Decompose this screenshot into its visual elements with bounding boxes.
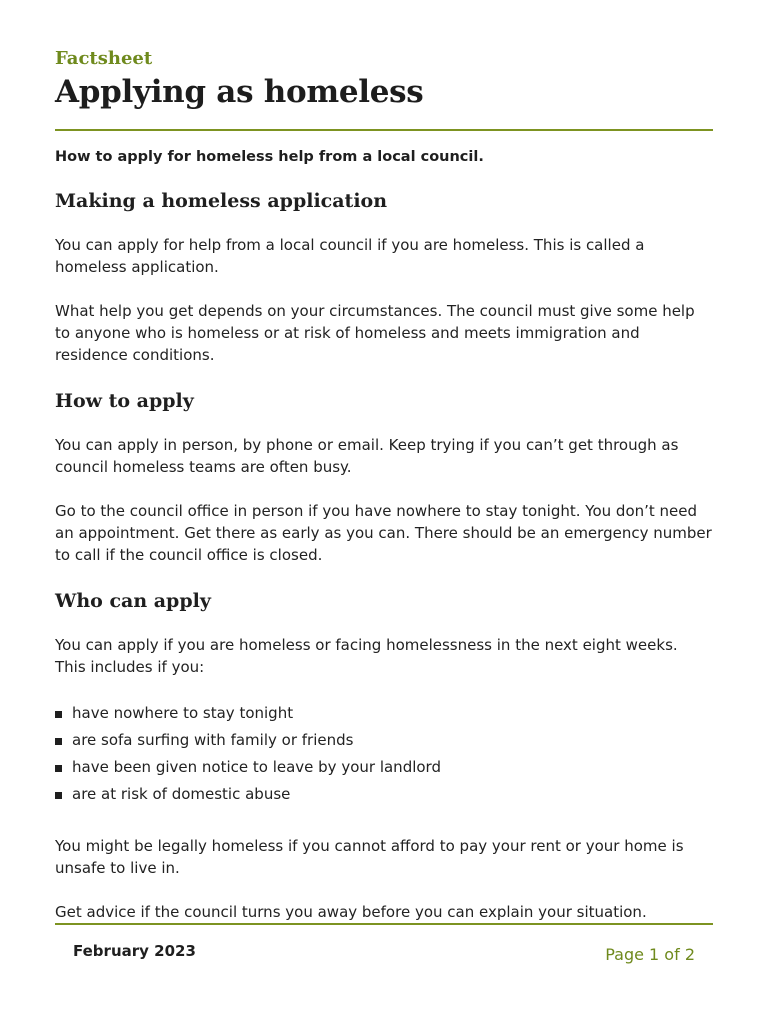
square-bullet-icon	[55, 711, 62, 718]
paragraph: Get advice if the council turns you away before you can explain your situation.	[55, 903, 647, 921]
section-heading: Who can apply	[55, 590, 211, 612]
section-heading: Making a homeless application	[55, 190, 388, 212]
document-type-label: Factsheet	[55, 48, 153, 69]
paragraph: You can apply for help from a local council if you are homeless. This is called a homeless application.	[55, 236, 645, 276]
list-item-text: have been given notice to leave by your landlord	[72, 758, 441, 776]
square-bullet-icon	[55, 738, 62, 745]
factsheet-page	[55, 0, 713, 1024]
header-divider	[55, 129, 713, 131]
list-item	[55, 781, 713, 808]
footer-divider	[55, 923, 713, 925]
main-content	[55, 146, 713, 945]
page-title: Applying as homeless	[55, 74, 424, 110]
paragraph: What help you get depends on your circumstances. The council must give some help to anyone who is homeless or at risk of homeless and meets immigration and residence conditions.	[55, 302, 695, 364]
section-heading: How to apply	[55, 390, 194, 412]
list-item	[55, 700, 713, 727]
intro-summary: How to apply for homeless help from a local council.	[55, 149, 484, 165]
publication-date: February 2023	[73, 942, 196, 960]
paragraph: You might be legally homeless if you cannot afford to pay your rent or your home is unsafe to live in.	[55, 837, 684, 877]
paragraph: You can apply if you are homeless or facing homelessness in the next eight weeks. This includes if you:	[55, 636, 678, 676]
list-item	[55, 727, 713, 754]
eligibility-list	[55, 700, 713, 808]
list-item-text: are sofa surfing with family or friends	[72, 731, 354, 749]
paragraph: Go to the council office in person if you have nowhere to stay tonight. You don’t need an appointment. Get there as early as you can. There should be an emergency number to call if the council office is closed.	[55, 502, 712, 564]
section-who-can-apply	[55, 588, 713, 923]
list-item	[55, 754, 713, 781]
section-making-application	[55, 188, 713, 366]
square-bullet-icon	[55, 765, 62, 772]
section-how-to-apply	[55, 388, 713, 566]
square-bullet-icon	[55, 792, 62, 799]
list-item-text: are at risk of domestic abuse	[72, 785, 291, 803]
paragraph: You can apply in person, by phone or email. Keep trying if you can’t get through as council homeless teams are often busy.	[55, 436, 679, 476]
list-item-text: have nowhere to stay tonight	[72, 704, 294, 722]
page-number: Page 1 of 2	[605, 945, 695, 964]
